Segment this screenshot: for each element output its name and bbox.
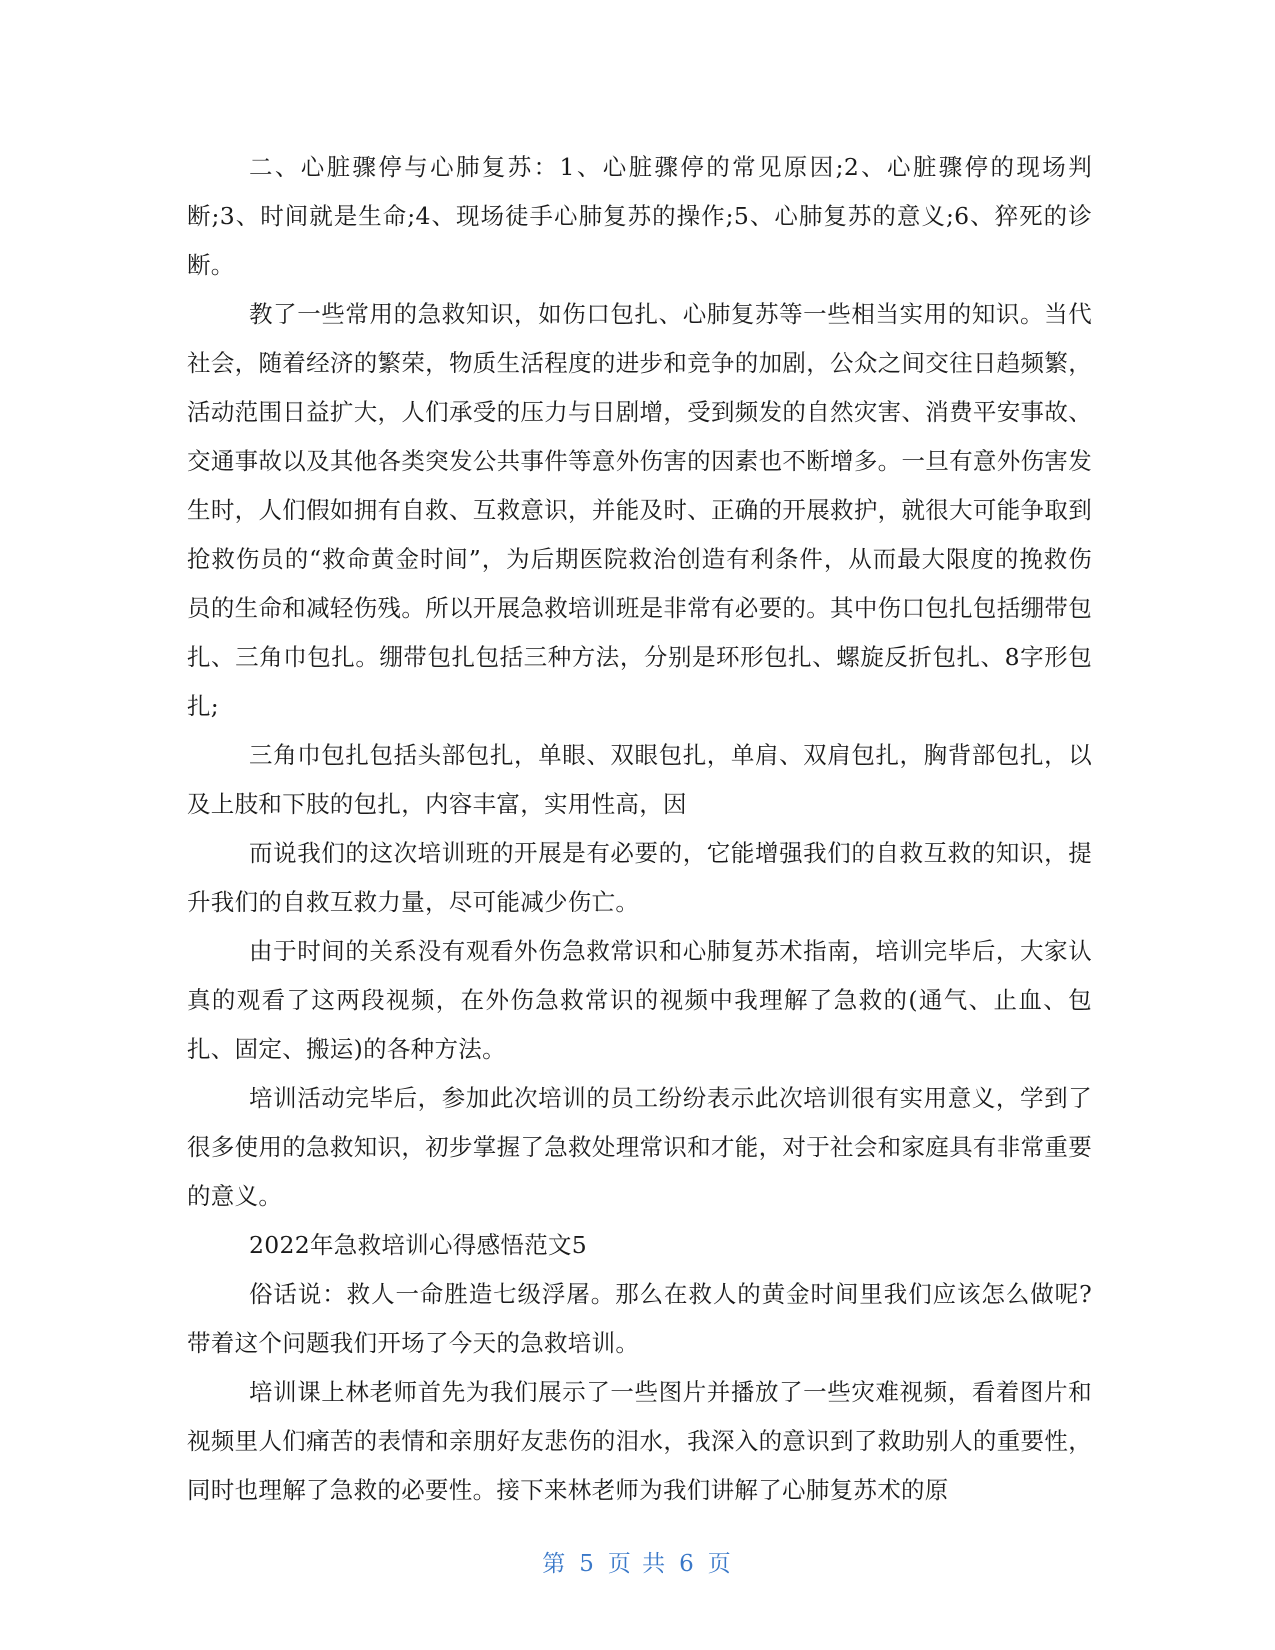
document-body (187, 143, 1092, 1515)
footer-middle: 页 共 (607, 1551, 668, 1577)
paragraph: 而说我们的这次培训班的开展是有必要的，它能增强我们的自救互救的知识，提升我们的自救互救力量，尽可能减少伤亡。 (187, 839, 1092, 916)
footer-suffix: 页 (707, 1551, 733, 1577)
paragraph: 培训活动完毕后，参加此次培训的员工纷纷表示此次培训很有实用意义，学到了很多使用的急救知识，初步掌握了急救处理常识和才能，对于社会和家庭具有非常重要的意义。 (187, 1084, 1092, 1210)
page-number-footer (0, 1545, 1275, 1578)
paragraph: 三角巾包扎包括头部包扎，单眼、双眼包扎，单肩、双肩包扎，胸背部包扎，以及上肢和下肢的包扎，内容丰富，实用性高，因 (187, 741, 1092, 818)
section-heading: 2022年急救培训心得感悟范文5 (249, 1231, 588, 1259)
paragraph: 培训课上林老师首先为我们展示了一些图片并播放了一些灾难视频，看着图片和视频里人们痛苦的表情和亲朋好友悲伤的泪水，我深入的意识到了救助别人的重要性，同时也理解了急救的必要性。接下来林老师为我们讲解了心肺复苏术的原 (187, 1378, 1092, 1504)
total-page-count: 6 (679, 1551, 696, 1577)
paragraph: 由于时间的关系没有观看外伤急救常识和心肺复苏术指南，培训完毕后，大家认真的观看了这两段视频，在外伤急救常识的视频中我理解了急救的(通气、止血、包扎、固定、搬运)的各种方法。 (187, 937, 1092, 1063)
current-page-number: 5 (579, 1551, 596, 1577)
paragraph: 二、心脏骤停与心肺复苏：1、心脏骤停的常见原因;2、心脏骤停的现场判断;3、时间就是生命;4、现场徒手心肺复苏的操作;5、心肺复苏的意义;6、猝死的诊断。 (187, 153, 1092, 279)
paragraph: 俗话说：救人一命胜造七级浮屠。那么在救人的黄金时间里我们应该怎么做呢?带着这个问题我们开场了今天的急救培训。 (187, 1280, 1092, 1357)
footer-prefix: 第 (542, 1551, 568, 1577)
paragraph: 教了一些常用的急救知识，如伤口包扎、心肺复苏等一些相当实用的知识。当代社会，随着经济的繁荣，物质生活程度的进步和竞争的加剧，公众之间交往日趋频繁，活动范围日益扩大，人们承受的压力与日剧增，受到频发的自然灾害、消费平安事故、交通事故以及其他各类突发公共事件等意外伤害的因素也不断增多。一旦有意外伤害发生时，人们假如拥有自救、互救意识，并能及时、正确的开展救护，就很大可能争取到抢救伤员的“救命黄金时间”，为后期医院救治创造有利条件，从而最大限度的挽救伤员的生命和减轻伤残。所以开展急救培训班是非常有必要的。其中伤口包扎包括绷带包扎、三角巾包扎。绷带包扎包括三种方法，分别是环形包扎、螺旋反折包扎、8字形包扎; (187, 300, 1092, 720)
